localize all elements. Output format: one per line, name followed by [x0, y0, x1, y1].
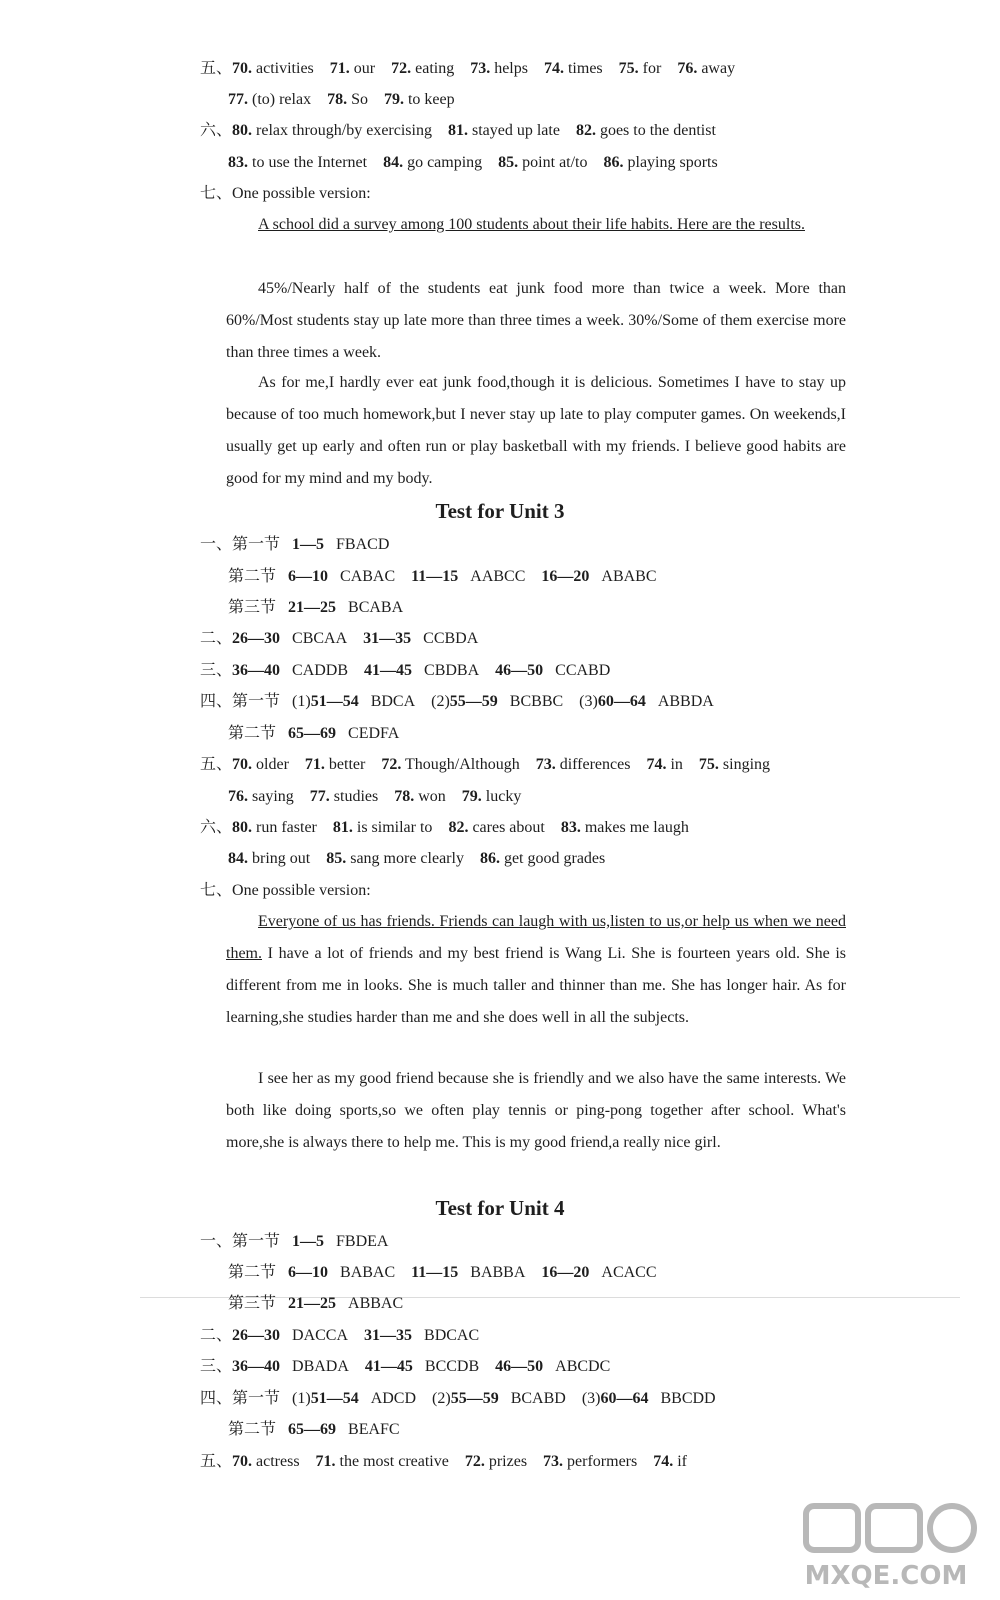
top-essay-p3: As for me,I hardly ever eat junk food,though it is delicious. Sometimes I have to stay up because of too much homework,but I never stay up late to play computer games. On weekends,I usually get up early and often run or play basketball with my friends. I believe good habits are good for my mind and my body. — [226, 374, 846, 487]
item-number: 84. — [383, 154, 404, 171]
answer-item — [646, 756, 682, 773]
unit3-three — [200, 660, 626, 682]
item-number: 78. — [327, 91, 348, 108]
item-answer: So — [347, 91, 368, 108]
answer-group — [579, 693, 714, 710]
unit3-title: Test for Unit 3 — [435, 499, 565, 523]
question-range: 46—50 — [495, 1358, 544, 1375]
answer-letters: CCBDA — [411, 630, 479, 647]
answer-letters: ABBDA — [645, 693, 714, 710]
answer-item — [232, 819, 317, 836]
item-number: 81. — [332, 819, 353, 836]
item-answer: won — [414, 788, 446, 805]
item-number: 70. — [232, 1453, 253, 1470]
section-number: 一、 — [200, 1233, 233, 1250]
unit3-essay-p1 — [226, 906, 846, 1034]
answer-group — [288, 1295, 403, 1312]
item-answer: cares about — [468, 819, 545, 836]
item-number: 82. — [575, 122, 596, 139]
answer-groups — [288, 568, 673, 585]
watermark-text: MXQE.COM — [804, 1561, 968, 1591]
unit4-one-s3 — [228, 1293, 419, 1315]
answer-groups — [292, 1233, 404, 1250]
question-range: 26—30 — [232, 1327, 281, 1344]
item-number: 74. — [543, 60, 564, 77]
unit3-seven-label — [200, 880, 371, 902]
answer-letters: BCBBC — [497, 693, 564, 710]
item-answer: helps — [490, 60, 528, 77]
item-number: 80. — [232, 819, 253, 836]
top-essay-p1 — [226, 209, 846, 241]
item-number: 76. — [677, 60, 698, 77]
top-essay-p2: 45%/Nearly half of the students eat junk food more than twice a week. More than 60%/Most students stay up late more than three times a week. 30%/Some of them exercise more than three times a week. — [226, 280, 846, 361]
part-label: 第二节 — [228, 1421, 277, 1438]
question-range: 16—20 — [541, 1264, 590, 1281]
answer-groups — [292, 1390, 732, 1407]
question-range: 31—35 — [364, 1327, 413, 1344]
answer-groups — [232, 1358, 626, 1375]
item-answer: go camping — [403, 154, 483, 171]
item-number: 82. — [448, 819, 469, 836]
answer-groups — [292, 536, 405, 553]
section-number: 五、 — [200, 60, 233, 77]
question-range: 36—40 — [232, 662, 281, 679]
question-range: 11—15 — [411, 568, 459, 585]
section-number: 三、 — [200, 662, 233, 679]
unit3-two — [200, 628, 494, 650]
answer-letters: BCABD — [498, 1390, 566, 1407]
item-answer: actress — [252, 1453, 300, 1470]
answer-group — [431, 693, 563, 710]
part-label: 第一节 — [232, 536, 281, 553]
item-answer: relax through/by exercising — [252, 122, 432, 139]
answer-letters: ADCD — [358, 1390, 417, 1407]
item-answer: is similar to — [352, 819, 433, 836]
answer-letters: BCCDB — [412, 1358, 480, 1375]
unit4-one-s2 — [228, 1262, 673, 1284]
answer-list — [228, 788, 537, 805]
item-number: 70. — [232, 60, 253, 77]
answer-groups — [288, 1264, 673, 1281]
unit3-four-s1 — [200, 691, 730, 713]
part-label: 第二节 — [228, 725, 277, 742]
item-answer: (to) relax — [248, 91, 312, 108]
question-range: 11—15 — [411, 1264, 459, 1281]
item-number: 73. — [470, 60, 491, 77]
answer-letters: ACACC — [589, 1264, 657, 1281]
section-number: 七、 — [200, 882, 233, 899]
answer-list — [232, 819, 705, 836]
answer-group — [432, 1390, 566, 1407]
answer-item — [232, 122, 432, 139]
answer-letters: CABAC — [328, 568, 396, 585]
unit3-six-1 — [200, 817, 705, 839]
answer-groups — [288, 725, 415, 742]
answer-item — [391, 60, 454, 77]
answer-group — [292, 1233, 388, 1250]
unit3-one-s2 — [228, 566, 673, 588]
answer-item — [653, 1453, 687, 1470]
question-range: 46—50 — [495, 662, 544, 679]
item-answer: if — [673, 1453, 688, 1470]
question-range: 16—20 — [541, 568, 590, 585]
item-answer: makes me laugh — [580, 819, 689, 836]
answer-list — [232, 122, 732, 139]
essay-text: I have a lot of friends and my best friend is Wang Li. She is fourteen years old. She is different from me in looks. She is much taller and thinner than me. She has longer hair. As for learning,she studies harder than me and she does well in all the subjects. — [226, 945, 846, 1026]
answer-group — [292, 1390, 416, 1407]
item-number: 70. — [232, 756, 253, 773]
item-number: 83. — [560, 819, 581, 836]
unit3-one-s1 — [200, 534, 405, 556]
item-number: 75. — [618, 60, 639, 77]
answer-group — [364, 1327, 479, 1344]
item-number: 74. — [653, 1453, 674, 1470]
section-number: 四、 — [200, 693, 233, 710]
answer-item — [383, 154, 482, 171]
item-answer: our — [349, 60, 376, 77]
item-answer: sang more clearly — [346, 850, 464, 867]
unit4-five-1 — [200, 1451, 703, 1473]
part-label: 第二节 — [228, 568, 277, 585]
answer-item — [316, 1453, 449, 1470]
item-answer: goes to the dentist — [595, 122, 716, 139]
item-number: 75. — [698, 756, 719, 773]
unit3-five-2 — [228, 786, 537, 808]
item-number: 78. — [394, 788, 415, 805]
answer-letters: ABCDC — [543, 1358, 611, 1375]
answer-item — [228, 154, 367, 171]
answer-group — [232, 662, 348, 679]
question-range: 36—40 — [232, 1358, 281, 1375]
answer-letters: BBCDD — [648, 1390, 716, 1407]
item-answer: the most creative — [335, 1453, 449, 1470]
question-range: 41—45 — [364, 1358, 413, 1375]
item-answer: stayed up late — [467, 122, 560, 139]
answer-group — [495, 1358, 610, 1375]
answer-letters: CCABD — [543, 662, 611, 679]
subpart-label: (2) — [432, 1390, 451, 1407]
answer-list — [228, 91, 471, 108]
top-seven-label — [200, 183, 371, 205]
part-label: 第一节 — [232, 1390, 281, 1407]
answer-item — [677, 60, 735, 77]
answer-item — [394, 788, 446, 805]
unit4-three — [200, 1356, 626, 1378]
answer-group — [288, 599, 403, 616]
answer-item — [381, 756, 519, 773]
item-answer: lucky — [481, 788, 522, 805]
version-label: One possible version: — [232, 185, 371, 202]
part-label: 第三节 — [228, 599, 277, 616]
item-answer: bring out — [248, 850, 311, 867]
item-number: 72. — [464, 1453, 485, 1470]
section-number: 四、 — [200, 1390, 233, 1407]
question-range: 51—54 — [310, 1390, 359, 1407]
answer-item — [619, 60, 662, 77]
answer-item — [576, 122, 716, 139]
question-range: 65—69 — [288, 725, 337, 742]
answer-letters: ABABC — [589, 568, 657, 585]
answer-letters: AABCC — [458, 568, 526, 585]
answer-item — [543, 1453, 637, 1470]
answer-item — [480, 850, 605, 867]
question-range: 26—30 — [232, 630, 281, 647]
item-number: 72. — [381, 756, 402, 773]
answer-letters: BDCAC — [412, 1327, 480, 1344]
answer-group — [363, 630, 478, 647]
watermark-logo — [786, 1502, 986, 1592]
answer-item — [228, 850, 310, 867]
item-number: 80. — [232, 122, 253, 139]
part-label: 第三节 — [228, 1295, 277, 1312]
answer-item — [305, 756, 365, 773]
section-number: 五、 — [200, 1453, 233, 1470]
item-answer: playing sports — [623, 154, 718, 171]
answer-group — [582, 1390, 716, 1407]
answer-groups — [288, 599, 419, 616]
answer-letters: BABAC — [328, 1264, 396, 1281]
answer-group — [495, 662, 610, 679]
answer-list — [232, 756, 786, 773]
answer-item — [327, 91, 368, 108]
section-number: 六、 — [200, 819, 233, 836]
answer-item — [384, 91, 455, 108]
item-answer: differences — [555, 756, 631, 773]
answer-groups — [232, 662, 626, 679]
section-number: 七、 — [200, 185, 233, 202]
answer-group — [364, 662, 479, 679]
item-answer: performers — [563, 1453, 638, 1470]
answer-group — [288, 1264, 395, 1281]
answer-letters: BCABA — [336, 599, 404, 616]
answer-letters: BEAFC — [336, 1421, 400, 1438]
question-range: 41—45 — [364, 662, 413, 679]
item-answer: times — [563, 60, 603, 77]
question-range: 60—64 — [600, 1390, 649, 1407]
question-range: 1—5 — [292, 536, 325, 553]
underlined-topic-sentence: Everyone of us has friends. Friends can laugh with us,listen to us,or help us when we need them. — [226, 913, 846, 962]
answer-item — [232, 756, 289, 773]
answer-item — [498, 154, 587, 171]
answer-item — [228, 788, 294, 805]
unit3-six-2 — [228, 848, 621, 870]
item-answer: in — [666, 756, 683, 773]
answer-list — [232, 1453, 703, 1470]
item-number: 73. — [543, 1453, 564, 1470]
answer-item — [448, 819, 544, 836]
top-six-line-2 — [228, 152, 734, 174]
part-label: 第一节 — [232, 1233, 281, 1250]
answer-item — [310, 788, 378, 805]
answer-group — [288, 725, 399, 742]
answer-item — [544, 60, 603, 77]
section-number: 二、 — [200, 1327, 233, 1344]
subpart-label: (1) — [292, 1390, 311, 1407]
item-answer: eating — [411, 60, 455, 77]
answer-group — [411, 568, 525, 585]
item-answer: run faster — [252, 819, 317, 836]
answer-group — [292, 536, 389, 553]
section-number: 三、 — [200, 1358, 233, 1375]
item-answer: activities — [252, 60, 314, 77]
question-range: 55—59 — [449, 693, 498, 710]
question-range: 21—25 — [288, 599, 337, 616]
answer-letters: CBDBA — [412, 662, 480, 679]
item-answer: to keep — [403, 91, 455, 108]
answer-group — [232, 630, 347, 647]
item-answer: older — [252, 756, 289, 773]
underlined-topic-sentence: A school did a survey among 100 students about their life habits. Here are the results. — [258, 216, 805, 233]
section-number: 五、 — [200, 756, 233, 773]
answer-group — [541, 1264, 656, 1281]
answer-letters: FBDEA — [324, 1233, 389, 1250]
answer-group — [292, 693, 415, 710]
item-answer: saying — [248, 788, 294, 805]
item-number: 71. — [329, 60, 350, 77]
question-range: 6—10 — [288, 568, 329, 585]
question-range: 1—5 — [292, 1233, 325, 1250]
answer-group — [232, 1327, 348, 1344]
item-number: 85. — [498, 154, 519, 171]
part-label: 第二节 — [228, 1264, 277, 1281]
answer-item — [330, 60, 375, 77]
item-number: 79. — [461, 788, 482, 805]
subpart-label: (3) — [579, 693, 598, 710]
subpart-label: (3) — [581, 1390, 601, 1407]
item-number: 71. — [315, 1453, 336, 1470]
item-number: 76. — [228, 788, 248, 805]
answer-groups — [288, 1295, 419, 1312]
unit3-four-s2 — [228, 723, 415, 745]
item-number: 86. — [479, 850, 500, 867]
section-number: 六、 — [200, 122, 233, 139]
item-number: 83. — [228, 154, 248, 171]
question-range: 60—64 — [597, 693, 646, 710]
item-number: 86. — [603, 154, 624, 171]
unit3-one-s3 — [228, 597, 419, 619]
top-five-line-1 — [200, 58, 751, 80]
top-five-line-2 — [228, 89, 471, 111]
answer-letters: CADDB — [280, 662, 349, 679]
item-answer: prizes — [484, 1453, 528, 1470]
item-answer: point at/to — [518, 154, 588, 171]
unit4-four-s1 — [200, 1388, 732, 1410]
section-number: 二、 — [200, 630, 233, 647]
answer-group — [288, 568, 395, 585]
answer-group — [288, 1421, 400, 1438]
question-range: 51—54 — [310, 693, 359, 710]
item-number: 74. — [646, 756, 667, 773]
answer-item — [604, 154, 718, 171]
answer-item — [536, 756, 631, 773]
unit4-one-s1 — [200, 1231, 404, 1253]
answer-item — [462, 788, 522, 805]
item-number: 85. — [326, 850, 347, 867]
answer-list — [228, 850, 621, 867]
item-number: 72. — [391, 60, 412, 77]
answer-list — [232, 60, 751, 77]
unit4-two — [200, 1325, 495, 1347]
subpart-label: (1) — [292, 693, 311, 710]
item-answer: away — [697, 60, 736, 77]
item-number: 81. — [447, 122, 468, 139]
answer-letters: DBADA — [280, 1358, 349, 1375]
answer-item — [699, 756, 770, 773]
item-answer: better — [324, 756, 366, 773]
section-number: 一、 — [200, 536, 233, 553]
item-number: 84. — [228, 850, 248, 867]
answer-letters: DACCA — [280, 1327, 349, 1344]
item-answer: get good grades — [499, 850, 606, 867]
answer-item — [333, 819, 433, 836]
subpart-label: (2) — [431, 693, 450, 710]
item-answer: singing — [718, 756, 771, 773]
item-number: 73. — [535, 756, 556, 773]
item-answer: for — [638, 60, 662, 77]
answer-item — [232, 60, 314, 77]
item-answer: to use the Internet — [248, 154, 368, 171]
item-number: 77. — [309, 788, 330, 805]
question-range: 55—59 — [450, 1390, 499, 1407]
answer-item — [326, 850, 464, 867]
question-range: 6—10 — [288, 1264, 329, 1281]
answer-letters: BDCA — [358, 693, 416, 710]
answer-item — [448, 122, 560, 139]
answer-groups — [288, 1421, 416, 1438]
answer-groups — [232, 1327, 495, 1344]
item-number: 71. — [304, 756, 325, 773]
answer-letters: BABBA — [458, 1264, 526, 1281]
version-label: One possible version: — [232, 882, 371, 899]
item-number: 77. — [228, 91, 248, 108]
unit4-title: Test for Unit 4 — [435, 1196, 565, 1220]
top-six-line-1 — [200, 120, 732, 142]
answer-group — [365, 1358, 479, 1375]
answer-item — [228, 91, 311, 108]
answer-letters: CEDFA — [336, 725, 400, 742]
answer-item — [465, 1453, 527, 1470]
unit4-four-s2 — [228, 1419, 416, 1441]
unit3-five-1 — [200, 754, 786, 776]
item-number: 79. — [383, 91, 404, 108]
answer-letters: CBCAA — [280, 630, 348, 647]
answer-group — [232, 1358, 349, 1375]
answer-item — [232, 1453, 300, 1470]
answer-item — [561, 819, 689, 836]
item-answer: studies — [329, 788, 379, 805]
answer-list — [228, 154, 734, 171]
answer-group — [541, 568, 656, 585]
answer-groups — [292, 693, 730, 710]
item-answer: Though/Although — [401, 756, 520, 773]
part-label: 第一节 — [232, 693, 281, 710]
question-range: 65—69 — [288, 1421, 337, 1438]
answer-letters: FBACD — [324, 536, 390, 553]
question-range: 31—35 — [363, 630, 412, 647]
answer-letters: ABBAC — [336, 1295, 404, 1312]
answer-groups — [232, 630, 494, 647]
question-range: 21—25 — [288, 1295, 337, 1312]
answer-item — [470, 60, 528, 77]
answer-group — [411, 1264, 525, 1281]
unit3-essay-p2: I see her as my good friend because she is friendly and we also have the same interests. We both like doing sports,so we often play tennis or ping-pong together after school. What's more,she is always there to help me. This is my good friend,a really nice girl. — [226, 1070, 846, 1151]
